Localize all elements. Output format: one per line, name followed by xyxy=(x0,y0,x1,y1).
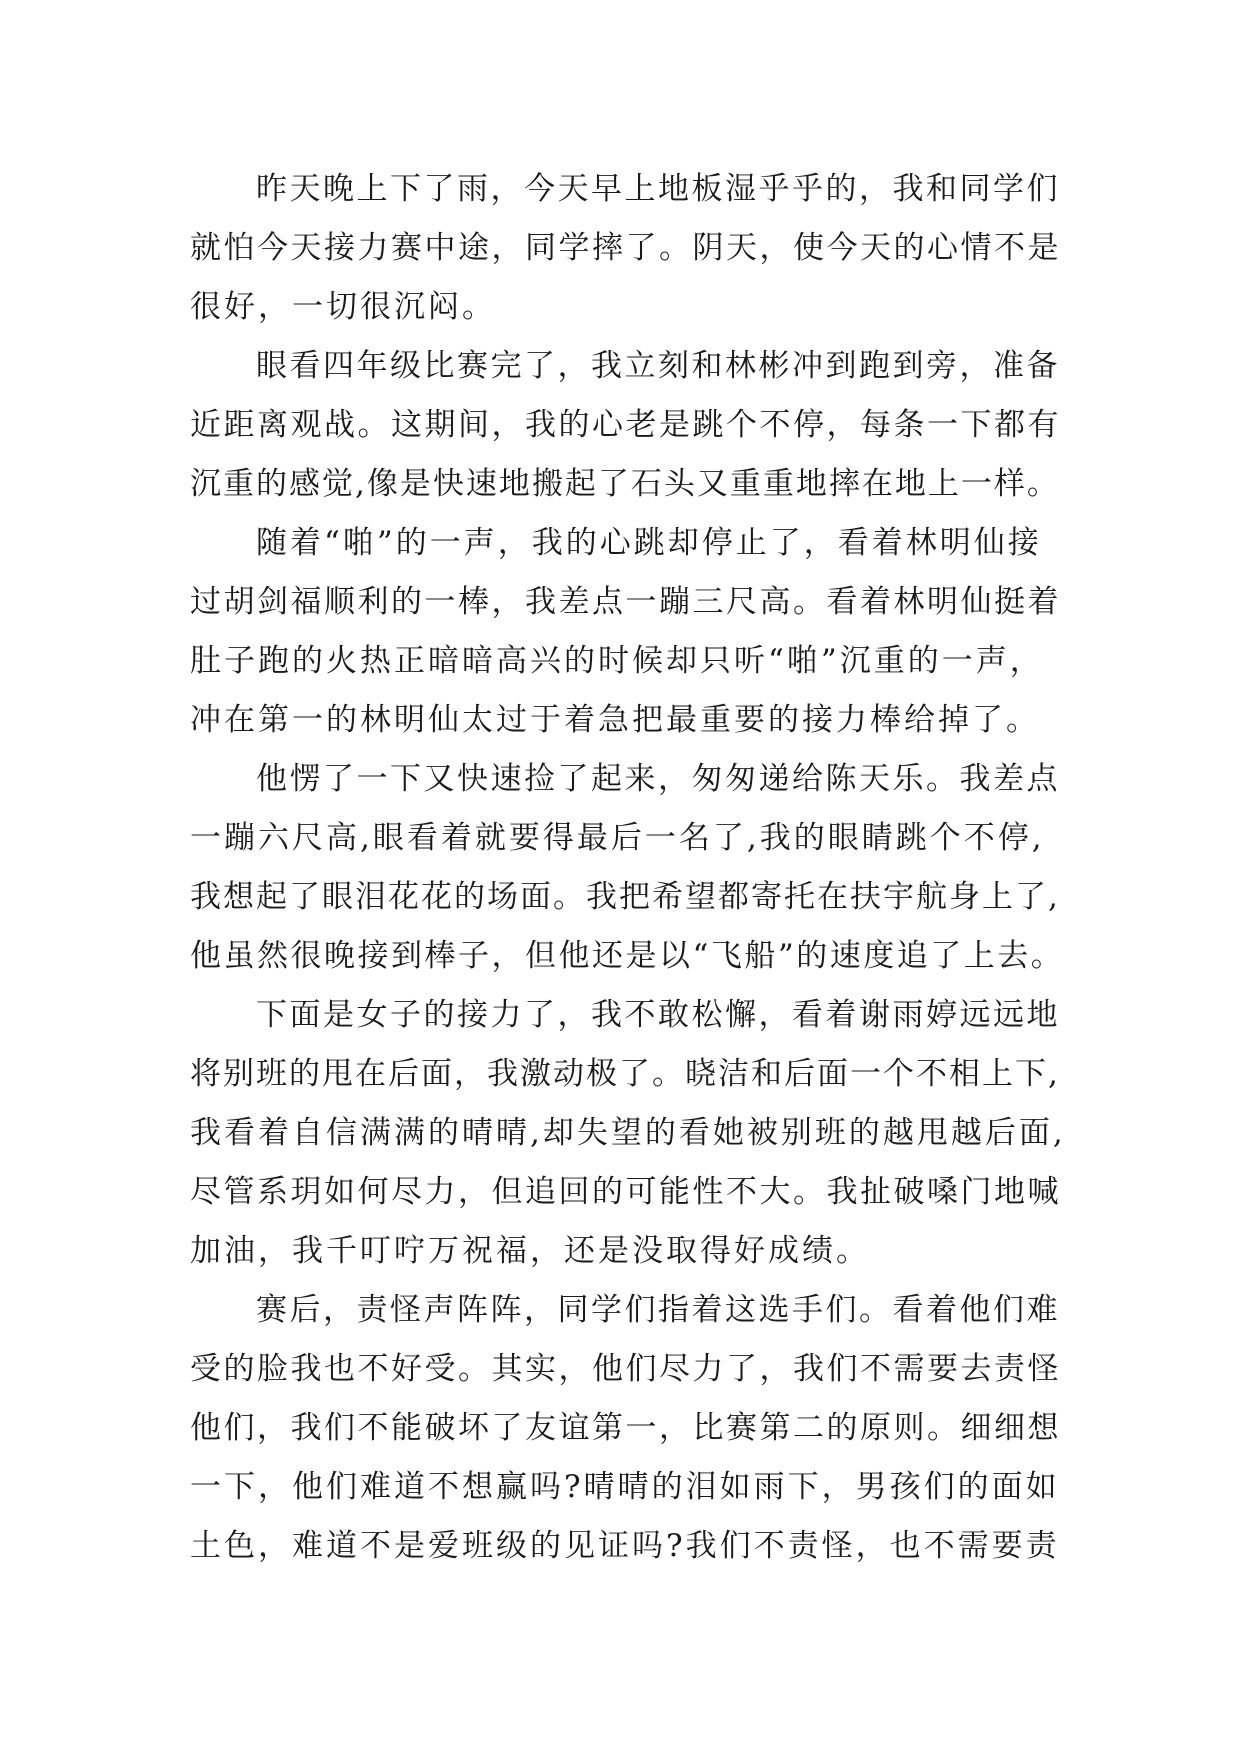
text-line: 尽管系玥如何尽力，但追回的可能性不大。我扯破嗓门地喊 xyxy=(190,1174,1061,1210)
text-line: 随着“啪”的一声，我的心跳却停止了，看着林明仙接 xyxy=(256,525,1042,561)
text-line: 昨天晚上下了雨，今天早上地板湿乎乎的，我和同学们 xyxy=(256,171,1060,207)
text-line: 近距离观战。这期间，我的心老是跳个不停，每条一下都有 xyxy=(190,407,1061,443)
text-line: 我想起了眼泪花花的场面。我把希望都寄托在扶宇航身上了, xyxy=(190,879,1060,915)
text-line: 下面是女子的接力了，我不敢松懈，看着谢雨婷远远地 xyxy=(256,997,1060,1033)
text-line: 将别班的甩在后面，我激动极了。晓洁和后面一个不相上下, xyxy=(190,1056,1060,1092)
text-line: 他们，我们不能破坏了友谊第一，比赛第二的原则。细细想 xyxy=(190,1410,1061,1446)
text-line: 沉重的感觉,像是快速地搬起了石头又重重地摔在地上一样。 xyxy=(190,466,1060,502)
document-body xyxy=(190,160,1066,1576)
text-line: 很好，一切很沉闷。 xyxy=(190,289,496,325)
text-line: 一下，他们难道不想赢吗?晴晴的泪如雨下，男孩们的面如 xyxy=(190,1469,1060,1505)
text-line: 一蹦六尺高,眼看着就要得最后一名了,我的眼睛跳个不停, xyxy=(190,820,1045,856)
text-line: 冲在第一的林明仙太过于着急把最重要的接力棒给掉了。 xyxy=(190,702,1040,738)
text-line: 加油，我千叮咛万祝福，还是没取得好成绩。 xyxy=(190,1233,870,1269)
text-line: 过胡剑福顺利的一棒，我差点一蹦三尺高。看着林明仙挺着 xyxy=(190,584,1061,620)
text-line: 受的脸我也不好受。其实，他们尽力了，我们不需要去责怪 xyxy=(190,1351,1061,1387)
text-line: 眼看四年级比赛完了，我立刻和林彬冲到跑到旁，准备 xyxy=(256,348,1060,384)
text-line: 他愣了一下又快速捡了起来，匆匆递给陈天乐。我差点 xyxy=(256,761,1060,797)
text-line: 赛后，责怪声阵阵，同学们指着这选手们。看着他们难 xyxy=(256,1292,1060,1328)
text-line: 土色，难道不是爱班级的见证吗?我们不责怪，也不需要责 xyxy=(190,1528,1060,1564)
text-line: 就怕今天接力赛中途，同学摔了。阴天，使今天的心情不是 xyxy=(190,230,1061,266)
text-line: 我看着自信满满的晴晴,却失望的看她被别班的越甩越后面, xyxy=(190,1115,1066,1151)
text-line: 他虽然很晚接到棒子，但他还是以“飞船”的速度追了上去。 xyxy=(190,938,1065,974)
text-line: 肚子跑的火热正暗暗高兴的时候却只听“啪”沉重的一声， xyxy=(190,643,1044,679)
